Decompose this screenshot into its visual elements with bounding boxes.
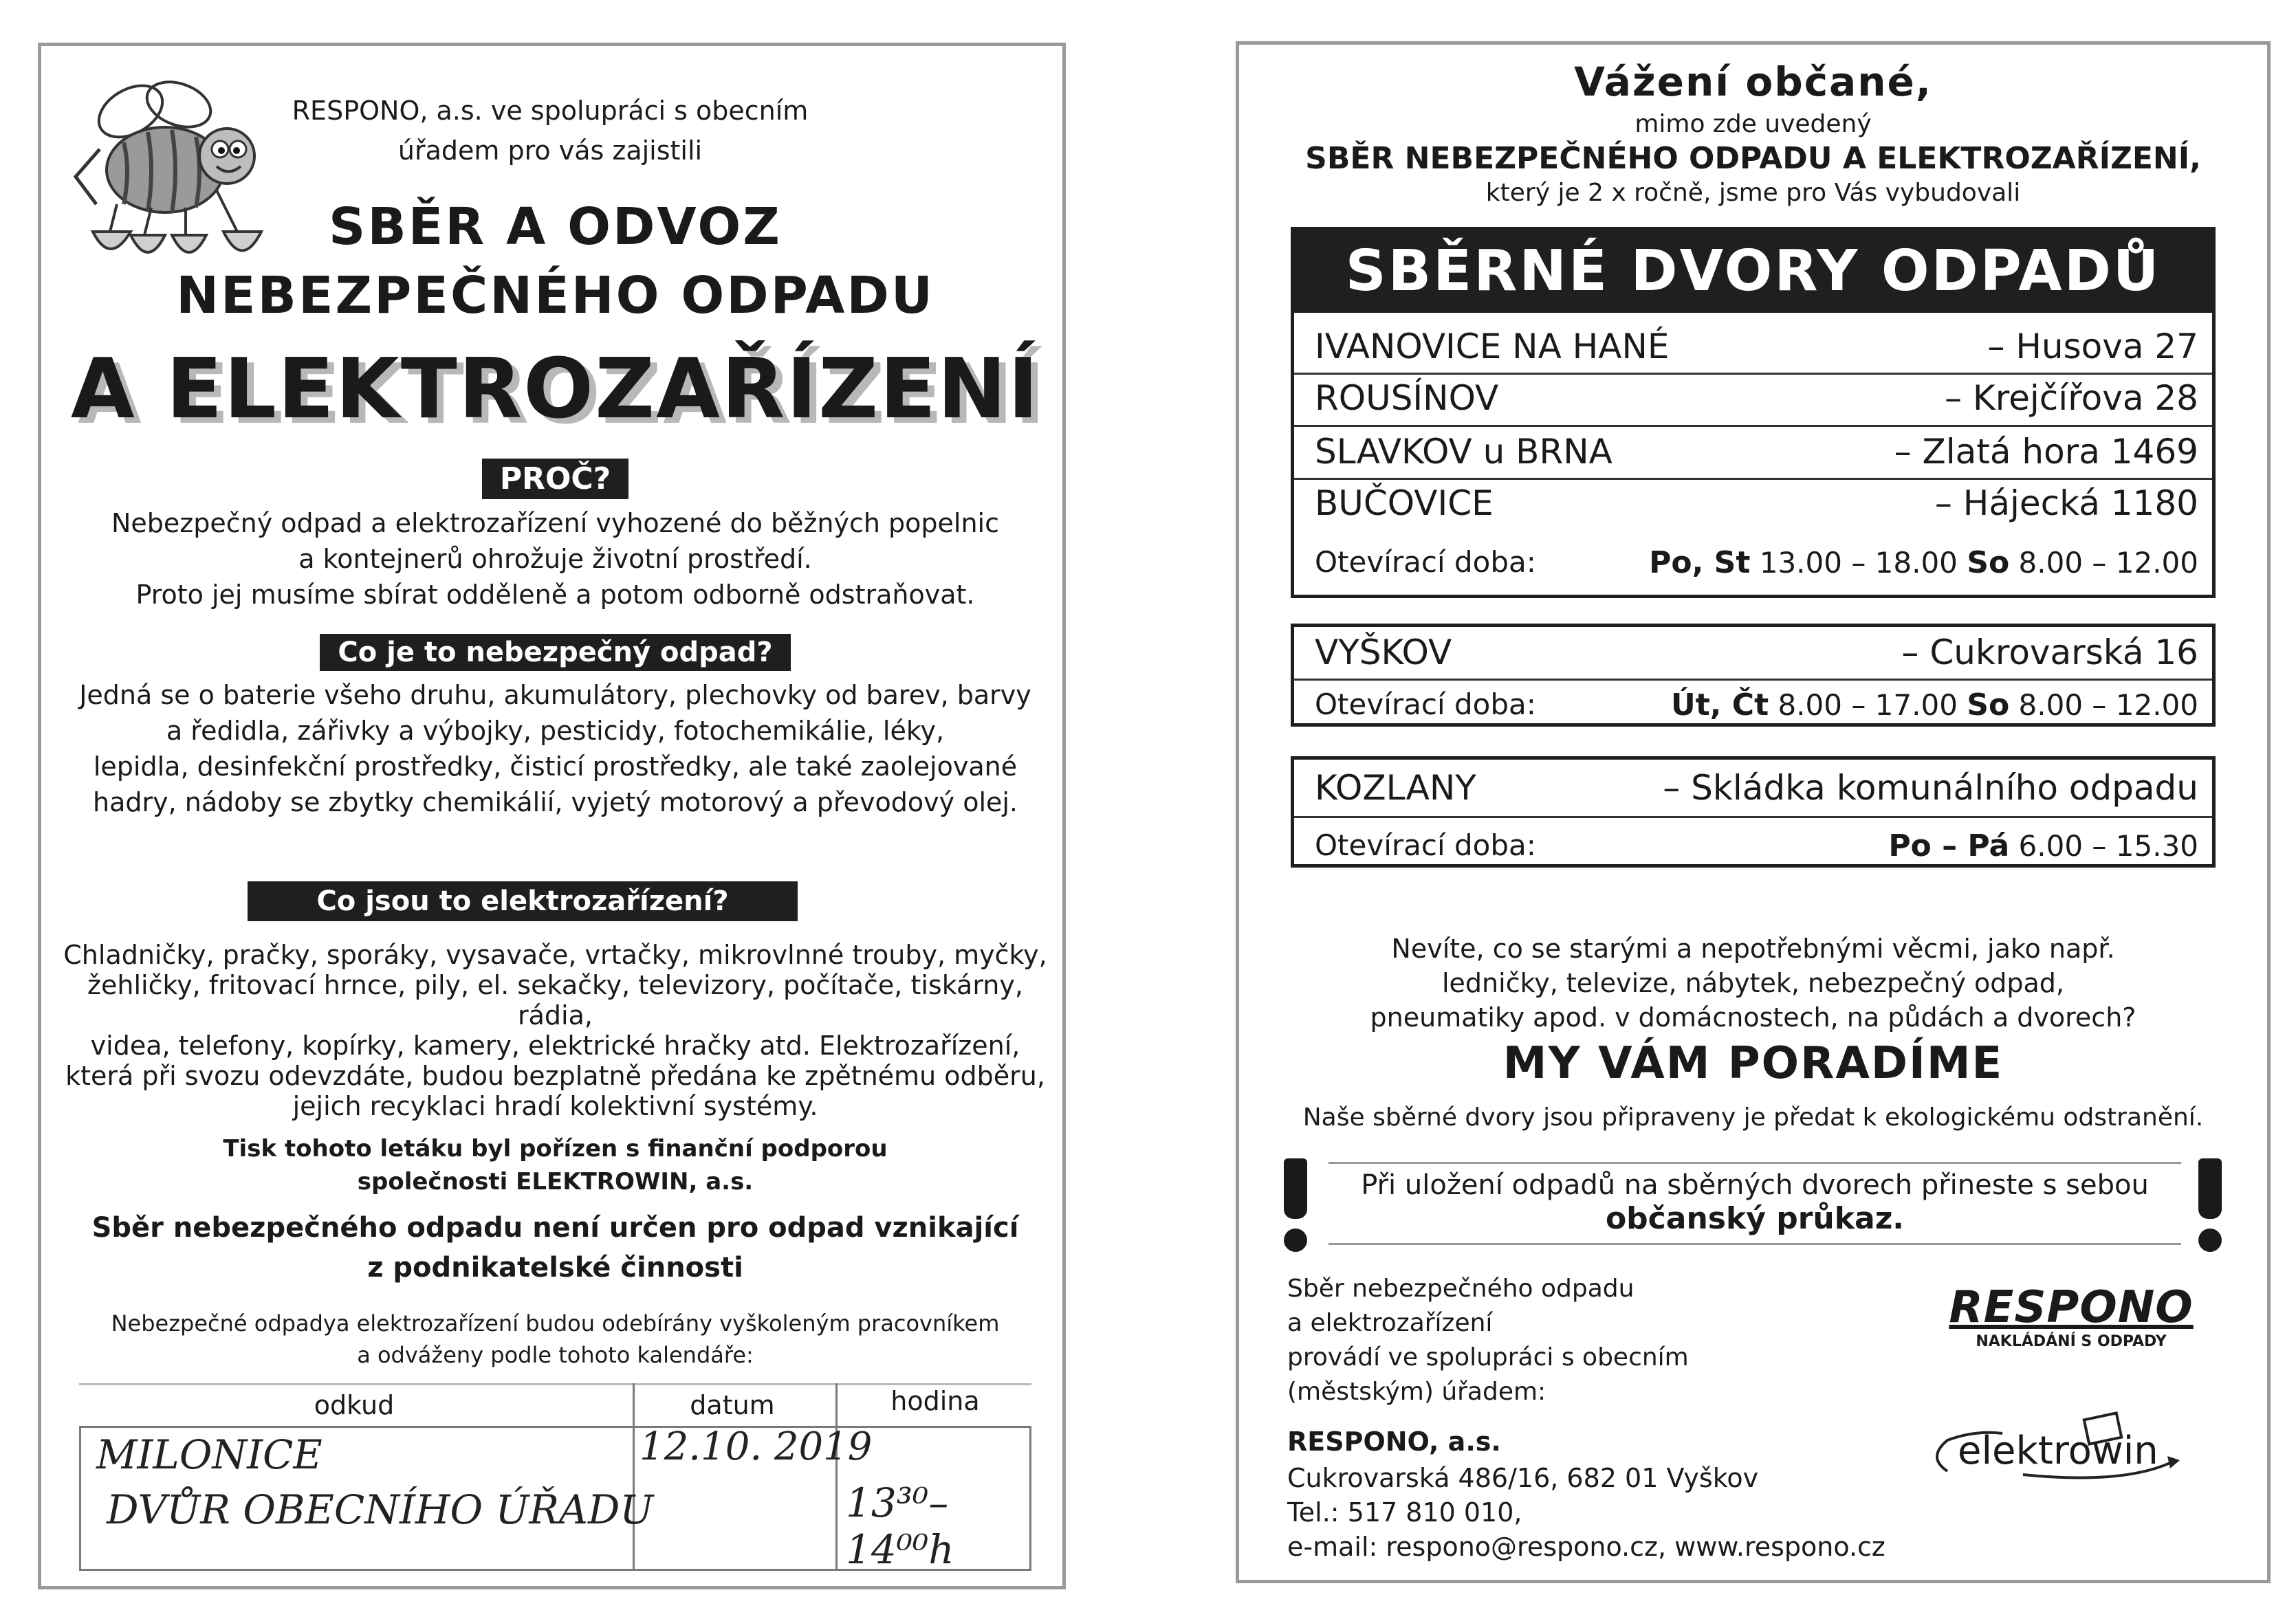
id-note-bold: občanský průkaz. bbox=[1605, 1201, 1905, 1236]
elec-text-line: jejich recyklaci hradí kolektivní systémy. bbox=[292, 1091, 818, 1121]
print-note bbox=[41, 1132, 1069, 1198]
print-note-line: společnosti ELEKTROWIN, a.s. bbox=[357, 1168, 754, 1196]
yard-town: SLAVKOV u BRNA bbox=[1315, 432, 1612, 472]
hours-time: 8.00 – 12.00 bbox=[2009, 688, 2198, 722]
what-section bbox=[41, 634, 1069, 671]
yard-row bbox=[1315, 327, 2198, 366]
hours-days: Po, St bbox=[1649, 545, 1751, 580]
hours-value bbox=[1888, 828, 2198, 863]
what-label: Co je to nebezpečný odpad? bbox=[320, 634, 790, 671]
hours-days: So bbox=[1967, 545, 2010, 580]
elec-text-line: Chladničky, pračky, sporáky, vysavače, vrtačky, mikrovlnné trouby, myčky, bbox=[63, 940, 1047, 970]
hours-row bbox=[1315, 828, 2198, 862]
id-note-box bbox=[1329, 1162, 2181, 1245]
why-text-line: Nebezpečný odpad a elektrozařízení vyhozené do běžných popelnic bbox=[111, 508, 1000, 538]
title-line-2: NEBEZPEČNÉHO ODPADU bbox=[176, 266, 934, 325]
hours-value bbox=[1649, 545, 2198, 580]
title-line-3: A ELEKTROZAŘÍZENÍ bbox=[70, 342, 1040, 437]
calendar-intro-line: a odváženy podle tohoto kalendáře: bbox=[357, 1342, 754, 1368]
question-line: pneumatiky apod. v domácnostech, na půdách a dvorech? bbox=[1370, 1002, 2136, 1033]
intro-line: RESPONO, a.s. ve spolupráci s obecním bbox=[292, 96, 809, 126]
business-note-line: z podnikatelské činnosti bbox=[367, 1252, 743, 1284]
hours-value bbox=[1671, 687, 2198, 723]
provider-line: Sběr nebezpečného odpadu bbox=[1287, 1275, 1634, 1303]
yard-address: – Hájecká 1180 bbox=[1934, 483, 2198, 523]
title-line-1: SBĚR A ODVOZ bbox=[329, 197, 782, 256]
what-text-line: hadry, nádoby se zbytky chemikálií, vyjetý motorový a převodový olej. bbox=[92, 787, 1018, 817]
hours-row bbox=[1315, 687, 2198, 721]
company-name: RESPONO, a.s. bbox=[1287, 1427, 1501, 1457]
yard-address: – Krejčířova 28 bbox=[1945, 378, 2198, 418]
yard-row bbox=[1315, 768, 2198, 808]
respono-logo bbox=[1927, 1282, 2216, 1350]
sub-line-1: mimo zde uvedený bbox=[1634, 110, 1872, 138]
hours-time: 8.00 – 17.00 bbox=[1769, 688, 1967, 722]
yard-town: IVANOVICE NA HANÉ bbox=[1315, 327, 1670, 366]
provider-line: (městským) úřadem: bbox=[1287, 1378, 1546, 1406]
provider-line: a elektrozařízení bbox=[1287, 1309, 1493, 1337]
hours-time: 6.00 – 15.30 bbox=[2009, 829, 2198, 863]
col-time-header: hodina bbox=[890, 1386, 980, 1416]
elec-label: Co jsou to elektrozařízení? bbox=[248, 881, 798, 921]
yard-row bbox=[1315, 378, 2198, 418]
question-text bbox=[1239, 932, 2267, 1035]
yard-row bbox=[1315, 632, 2198, 672]
calendar-intro-line: Nebezpečné odpadya elektrozařízení budou odebírány vyškoleným pracovníkem bbox=[111, 1310, 1000, 1336]
sub-line-3: který je 2 x ročně, jsme pro Vás vybudovali bbox=[1485, 179, 2021, 207]
advise-subtext: Naše sběrné dvory jsou připraveny je předat k ekologickému odstranění. bbox=[1302, 1103, 2204, 1132]
why-section bbox=[41, 459, 1069, 499]
question-line: Nevíte, co se starými a nepotřebnými věcmi, jako např. bbox=[1391, 934, 2115, 964]
why-text-line: a kontejnerů ohrožuje životní prostředí. bbox=[298, 544, 812, 574]
yard-row bbox=[1315, 483, 2198, 523]
elektrowin-logo bbox=[1920, 1409, 2209, 1492]
kozlany-box bbox=[1291, 756, 2216, 868]
elec-text-line: která při svozu odevzdáte, budou bezplatně předána ke zpětnému odběru, bbox=[65, 1061, 1045, 1091]
yard-town: BUČOVICE bbox=[1315, 483, 1494, 523]
provider-text bbox=[1287, 1272, 1689, 1409]
yard-town: KOZLANY bbox=[1315, 768, 1476, 808]
from-line-1: MILONICE bbox=[96, 1431, 322, 1478]
time-value: 13³⁰–14⁰⁰h bbox=[846, 1479, 954, 1573]
left-leaflet-panel bbox=[38, 43, 1066, 1589]
exclamation-icon bbox=[2198, 1158, 2222, 1252]
intro-text bbox=[275, 91, 825, 170]
provider-line: provádí ve spolupráci s obecním bbox=[1287, 1343, 1689, 1372]
yard-address: – Zlatá hora 1469 bbox=[1894, 432, 2198, 472]
yards-title: SBĚRNÉ DVORY ODPADŮ bbox=[1294, 230, 2212, 313]
yard-row bbox=[1315, 432, 2198, 472]
col-date-header: datum bbox=[690, 1390, 775, 1420]
elec-text-line: žehličky, fritovací hrnce, pily, el. sekačky, televizory, počítače, tiskárny, rádia, bbox=[87, 970, 1023, 1031]
print-note-line: Tisk tohoto letáku byl pořízen s finanční podporou bbox=[223, 1135, 888, 1163]
calendar-intro bbox=[41, 1308, 1069, 1371]
date-value: 12.10. 2019 bbox=[639, 1424, 873, 1469]
sub-line-2: SBĚR NEBEZPEČNÉHO ODPADU A ELEKTROZAŘÍZENÍ, bbox=[1305, 141, 2201, 176]
address-line: Cukrovarská 486/16, 682 01 Vyškov bbox=[1287, 1463, 1759, 1493]
yards-box bbox=[1291, 227, 2216, 598]
question-line: ledničky, televize, nábytek, nebezpečný odpad, bbox=[1442, 968, 2064, 998]
col-from-header: odkud bbox=[314, 1390, 395, 1420]
opening-label: Otevírací doba: bbox=[1315, 545, 1536, 579]
advise-heading: MY VÁM PORADÍME bbox=[1502, 1038, 2004, 1089]
why-text-line: Proto jej musíme sbírat odděleně a potom odborně odstraňovat. bbox=[135, 580, 975, 610]
from-line-2: DVŮR OBECNÍHO ÚŘADU bbox=[107, 1486, 654, 1533]
hours-time: 13.00 – 18.00 bbox=[1750, 546, 1967, 580]
company-address bbox=[1287, 1461, 1885, 1564]
opening-label: Otevírací doba: bbox=[1315, 687, 1536, 721]
yard-address: – Husova 27 bbox=[1987, 327, 2198, 366]
respono-logo-text: RESPONO bbox=[1949, 1282, 2194, 1333]
what-text bbox=[69, 677, 1042, 820]
elec-section bbox=[248, 881, 798, 921]
address-line: e-mail: respono@respono.cz, www.respono.cz bbox=[1287, 1532, 1885, 1562]
why-label: PROČ? bbox=[482, 459, 628, 499]
intro-line: úřadem pro vás zajistili bbox=[397, 135, 703, 166]
elektrowin-logo-text: elektrowin bbox=[1958, 1429, 2158, 1473]
yard-town: ROUSÍNOV bbox=[1315, 378, 1499, 418]
hours-days: Po – Pá bbox=[1888, 828, 2010, 863]
greeting: Vážení občané, bbox=[1574, 58, 1932, 105]
yard-town: VYŠKOV bbox=[1315, 632, 1452, 672]
hours-days: Út, Čt bbox=[1670, 687, 1769, 723]
yard-address: – Skládka komunálního odpadu bbox=[1663, 768, 2198, 808]
business-note bbox=[41, 1208, 1069, 1288]
what-text-line: Jedná se o baterie všeho druhu, akumulátory, plechovky od barev, barvy bbox=[79, 680, 1031, 710]
right-leaflet-panel bbox=[1236, 41, 2271, 1583]
why-text bbox=[69, 505, 1042, 613]
opening-label: Otevírací doba: bbox=[1315, 828, 1536, 862]
respono-logo-subtext: NAKLÁDÁNÍ S ODPADY bbox=[1976, 1333, 2167, 1350]
exclamation-icon bbox=[1284, 1158, 1307, 1252]
hours-time: 8.00 – 12.00 bbox=[2009, 546, 2198, 580]
what-text-line: a ředidla, zářivky a výbojky, pesticidy, fotochemikálie, léky, bbox=[166, 716, 945, 746]
id-note-line: Při uložení odpadů na sběrných dvorech přineste s sebou bbox=[1361, 1169, 2149, 1201]
hours-days: So bbox=[1967, 687, 2010, 723]
hours-row bbox=[1315, 545, 2198, 579]
collection-table bbox=[79, 1383, 1031, 1572]
business-note-line: Sběr nebezpečného odpadu není určen pro odpad vznikající bbox=[91, 1212, 1019, 1244]
elec-text bbox=[55, 940, 1056, 1121]
address-line: Tel.: 517 810 010, bbox=[1287, 1497, 1522, 1528]
vyskov-box bbox=[1291, 624, 2216, 727]
yard-address: – Cukrovarská 16 bbox=[1901, 632, 2198, 672]
what-text-line: lepidla, desinfekční prostředky, čisticí prostředky, ale také zaolejované bbox=[93, 751, 1018, 782]
elec-text-line: videa, telefony, kopírky, kamery, elektrické hračky atd. Elektrozařízení, bbox=[90, 1031, 1020, 1061]
